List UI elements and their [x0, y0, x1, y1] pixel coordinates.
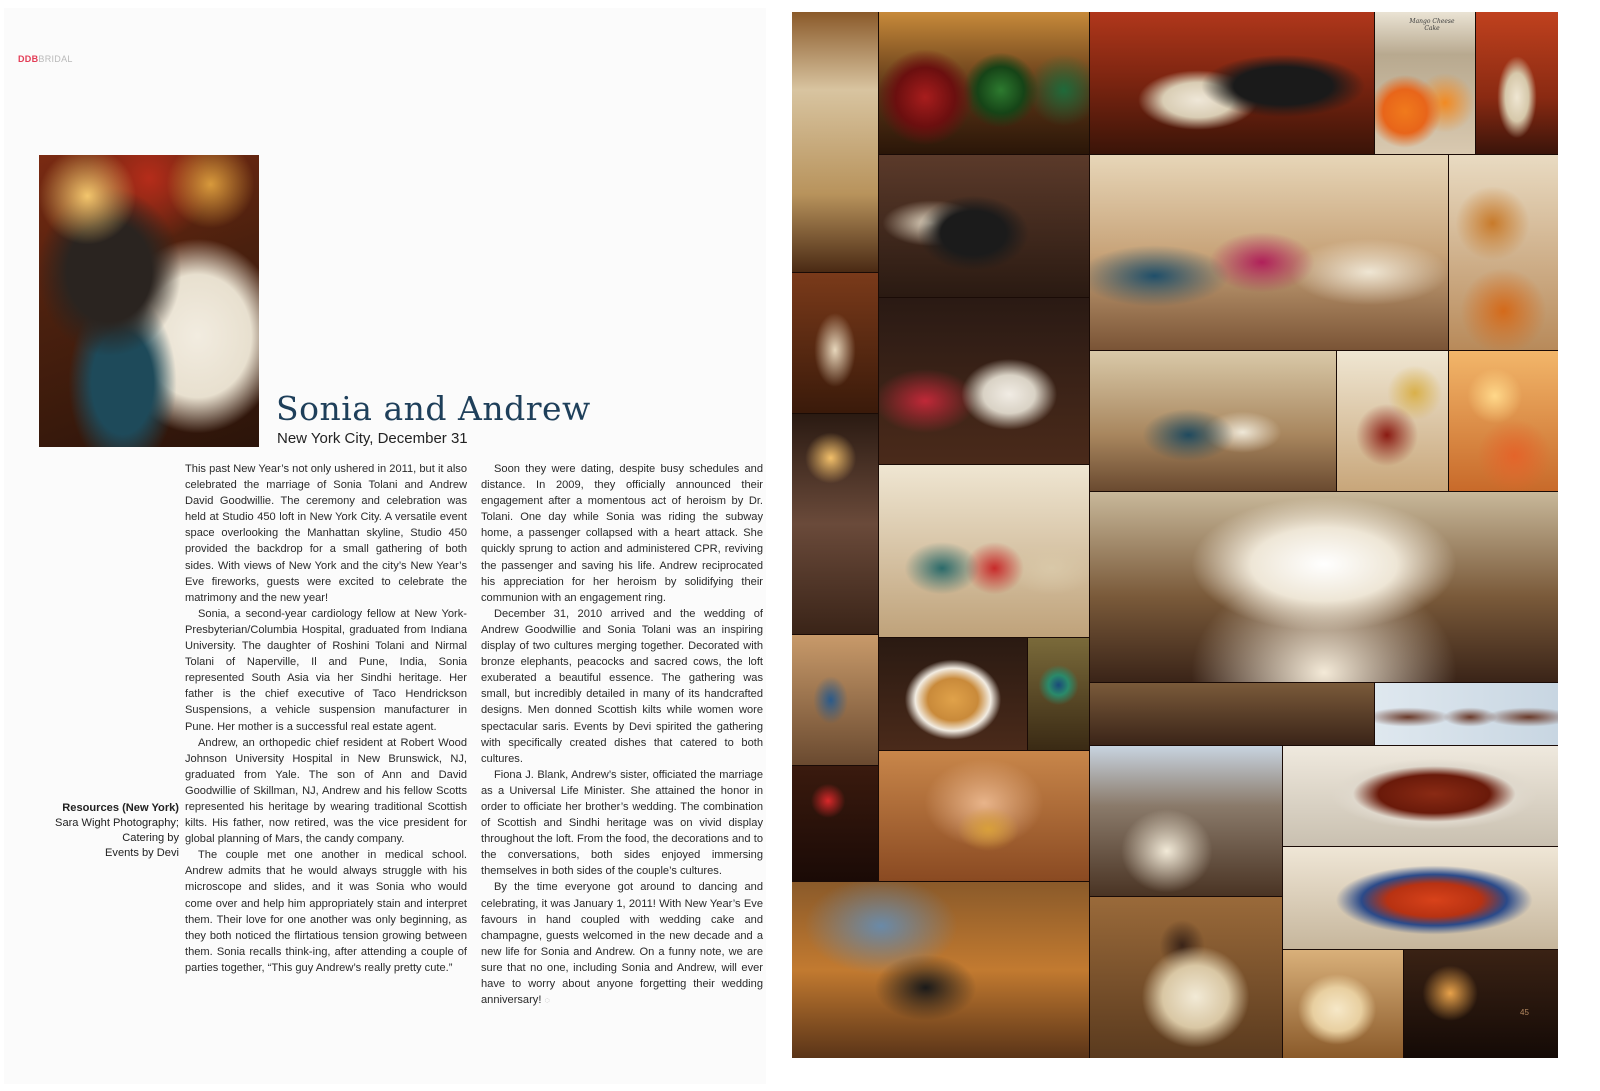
- paragraph: December 31, 2010 arrived and the wedding of Andrew Goodwillie and Sonia Tolani was an inspiring display of two cultures merging together. Decorated with bronze elephants, peacocks and sacred cows, the loft exuberated a beautiful essence. The gathering was small, but incredibly detailed in many of its handcrafted designs. Men donned Scottish kilts while women wore spectacular saris. Events by Devi spirited the gathering with specifically created dishes that catered to both cultures.: [481, 607, 763, 765]
- collage-photo-ceremony-hall: [1090, 492, 1558, 682]
- collage-photo-chili-chicken: [1283, 847, 1558, 949]
- collage-photo-candle-petals: [1449, 351, 1558, 491]
- collage-photo-reception-tables: [1090, 746, 1282, 896]
- paragraph: Fiona J. Blank, Andrew’s sister, officiated the marriage as a Universal Life Minister. She attained the honor in order to officiate her brother’s wedding. The combination of Scottish and Sindhi heritage was on vivid display throughout the loft. From the food, the decorations and to the conversations, both sides enjoyed immersing themselves in both sides of the couple’s cultures.: [481, 768, 763, 878]
- resources-line: Sara Wight Photography;: [55, 817, 179, 829]
- paragraph: The couple met one another in medical school. Andrew admits that he would always struggle with his microscope and slides, and it was Sonia who would come over and help him appropriately stain and interpret them. Their love for one another was only beginning, as they both noticed the flirtatious tension growing between them. Sonia recalls think-ing, after attending a couple of parties together, “This guy Andrew’s really pretty cute.”: [185, 849, 467, 974]
- collage-photo-tandoori-platter: [1283, 746, 1558, 846]
- collage-photo-kiss-guests: [792, 635, 878, 765]
- paragraph: Soon they were dating, despite busy schedules and distance. In 2009, they officially announced their engagement after a momentous act of heroism by Dr. Tolani. One day while Sonia was riding the subway home, a passenger collapsed with a heart attack. She quickly sprung to action and administered CPR, reviving the passenger and saving his life. Andrew reciprocated his appreciation for her heroism by solidifying their communion with an engagement ring.: [481, 463, 763, 604]
- collage-photo-saris-dancing: [879, 465, 1089, 637]
- collage-photo-dumplings-plate: [879, 638, 1027, 750]
- collage-photo-dance-floor: [1090, 351, 1336, 491]
- collage-photo-candles-dark: [1404, 950, 1558, 1058]
- collage-photo-bride-flower: [792, 766, 878, 882]
- paragraph: Sonia, a second-year cardiology fellow at New York-Presbyterian/Columbia Hospital, graduated from Indiana University. The daughter of Roshini Tolani and Nirmal Tolani of Naperville, Il and Pune, India, Sonia represented South Asia via her Sindhi heritage. Her father is the chief executive of Taco Hendrickson Suspensions, a vehicle suspension manufacturer in Pune. Her mother is a successful real estate agent.: [185, 607, 467, 733]
- paragraph: By the time everyone got around to dancing and celebrating, it was January 1, 2011! With New Year’s Eve favours in hand coupled with wedding cake and champagne, guests welcomed in the new decade and a new life for Sonia and Andrew. On a funny note, we are sure that no one, including Sonia and Andrew, will ever have to worry about anyone forgetting their wedding anniversary! ◌: [481, 881, 763, 1007]
- collage-photo-appetizers: [1337, 351, 1448, 491]
- collage-photo-place-cards: [792, 12, 878, 272]
- couple-photo: [39, 155, 259, 447]
- resources-line: Catering by: [122, 832, 179, 844]
- collage-photo-elephants: [879, 12, 1089, 154]
- resources-heading: Resources (New York): [62, 802, 179, 814]
- collage-photo-street-night: [792, 414, 878, 634]
- collage-photo-couple-lanterns: [1476, 12, 1558, 154]
- resources-line: Events by Devi: [105, 847, 179, 859]
- article-column-1: [185, 461, 467, 976]
- paragraph: This past New Year’s not only ushered in 2011, but it also celebrated the marriage of Sonia Tolani and Andrew David Goodwillie. The ceremony and celebration was held at Studio 450 loft in New York City. A versatile event space overlooking the Manhattan skyline, Studio 450 provided the backdrop for a small gathering of both sides. With views of New York and the city’s New Year’s Eve fireworks, guests were excited to celebrate the matrimony and the new year!: [185, 463, 467, 604]
- article-title: Sonia and Andrew: [276, 389, 591, 428]
- collage-photo-samosas: [1449, 155, 1558, 350]
- collage-photo-bride-laughing: [1090, 897, 1282, 1058]
- photo-collage: [792, 12, 1558, 1058]
- collage-photo-necklace: [879, 751, 1089, 881]
- magazine-logo: DDBBRIDAL: [18, 54, 73, 64]
- paragraph: Andrew, an orthopedic chief resident at Robert Wood Johnson University Hospital in New Brunswick, NJ, graduated from Yale. The son of Ann and David Goodwillie of Skillman, NJ, Andrew and his fellow Scotts represented his heritage by wearing traditional Scottish kilts. His father, now retired, was the vice president for global planning of Mars, the candy company.: [185, 736, 467, 846]
- collage-photo-wedding-cake: [1283, 950, 1403, 1058]
- collage-photo-cake-sign: [1375, 12, 1475, 154]
- collage-photo-dance-group: [1090, 155, 1448, 350]
- collage-photo-toast: [1090, 12, 1374, 154]
- collage-photo-bride-garland: [792, 273, 878, 413]
- article-subtitle: New York City, December 31: [277, 430, 468, 447]
- page-number: 45: [1520, 1008, 1529, 1017]
- resources-credits: [24, 801, 179, 861]
- end-mark-icon: ◌: [544, 995, 550, 1006]
- collage-photo-reception-guests: [792, 882, 1089, 1058]
- article-column-2: [481, 461, 763, 1008]
- collage-photo-peacock-feather: [1028, 638, 1089, 750]
- collage-photo-kiss: [879, 155, 1089, 297]
- cake-sign-label: Mango Cheese Cake: [1409, 18, 1455, 32]
- collage-photo-guests-seated: [1090, 683, 1374, 745]
- collage-photo-photobooth-strip: [1375, 683, 1558, 745]
- collage-photo-champagne-toast: [879, 298, 1089, 464]
